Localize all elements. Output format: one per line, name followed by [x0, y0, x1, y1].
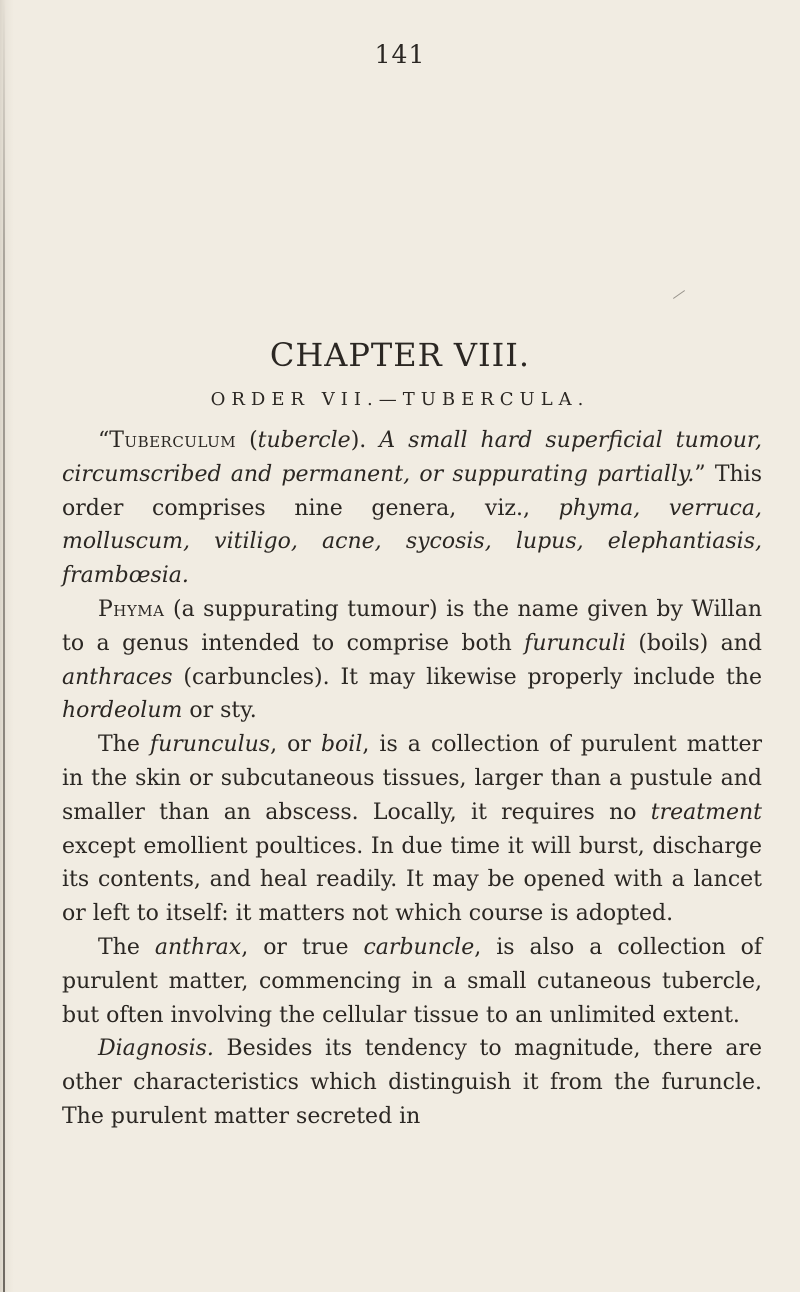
- phyma-text-2: (boils) and: [625, 630, 762, 656]
- term-anthrax: anthrax: [154, 934, 242, 960]
- furunculus-text-3: , is a collection of purulent matter in the skin or subcutaneous tissues, larger than a pustule and smaller than an abscess. Locally, it requires no: [62, 732, 762, 825]
- term-hordeolum: hordeolum: [62, 698, 183, 724]
- paragraph-tuberculum: [62, 424, 762, 593]
- heading-diagnosis: Diagnosis.: [98, 1036, 214, 1062]
- chapter-title: CHAPTER VIII.: [269, 336, 531, 374]
- order-title: ORDER VII.—TUBERCULA.: [210, 389, 590, 410]
- paragraph-diagnosis: [62, 1032, 762, 1133]
- term-tubercle: tubercle: [257, 428, 351, 453]
- genera-list: phyma, verruca, molluscum, vitiligo, acne, sycosis, lupus, elephantiasis, frambœsia.: [62, 495, 762, 589]
- term-boil: boil: [320, 732, 363, 758]
- open-quote: “: [98, 428, 110, 453]
- close-quote: ”: [694, 461, 706, 487]
- phyma-text-3: (carbuncles). It may likewise properly include the: [172, 664, 762, 690]
- paren-close: ).: [350, 428, 380, 453]
- term-treatment: treatment: [650, 799, 762, 825]
- term-furunculi: furunculi: [524, 630, 626, 656]
- term-phyma: Phyma: [98, 596, 165, 622]
- paragraph-anthrax: [62, 931, 762, 1032]
- furunculus-text-4: except emollient poultices. In due time it will burst, discharge its contents, and heal readily. It may be opened with a lancet or left to itself: it matters not which course is adopted.: [62, 833, 762, 927]
- paren-open: (: [236, 428, 258, 453]
- paragraph-phyma: [62, 593, 762, 728]
- term-anthraces: anthraces: [62, 664, 173, 690]
- term-furunculus: furunculus: [149, 732, 271, 758]
- diagnosis-text-1: Besides its tendency to magnitude, there are other characteristics which distinguish it from the furuncle. The purulent matter secreted in: [62, 1036, 762, 1129]
- phyma-text-4: or sty.: [182, 698, 257, 724]
- term-carbuncle: carbuncle: [363, 934, 475, 960]
- binding-shadow: [3, 0, 5, 1292]
- paragraph-furunculus: [62, 728, 762, 931]
- page-number: 141: [374, 40, 426, 69]
- anthrax-text-3: , is also a collection of purulent matter, commencing in a small cutaneous tubercle, but often involving the cellular tissue to an unlimited extent.: [62, 934, 762, 1028]
- anthrax-text-2: , or true: [241, 934, 364, 960]
- term-tuberculum: Tuberculum: [109, 428, 237, 453]
- furunculus-text-1: The: [98, 732, 150, 758]
- phyma-text-1: (a suppurating tumour) is the name given by Willan to a genus intended to comprise both: [62, 596, 762, 656]
- furunculus-text-2: , or: [270, 732, 321, 758]
- order-genera-intro: This order comprises nine genera, viz.,: [62, 461, 763, 521]
- anthrax-text-1: The: [98, 934, 155, 960]
- stray-pencil-mark: [673, 290, 685, 299]
- body-text: [62, 424, 762, 1134]
- tuberculum-definition: A small hard superficial tumour, circumscribed and permanent, or suppurating partially.: [62, 428, 762, 487]
